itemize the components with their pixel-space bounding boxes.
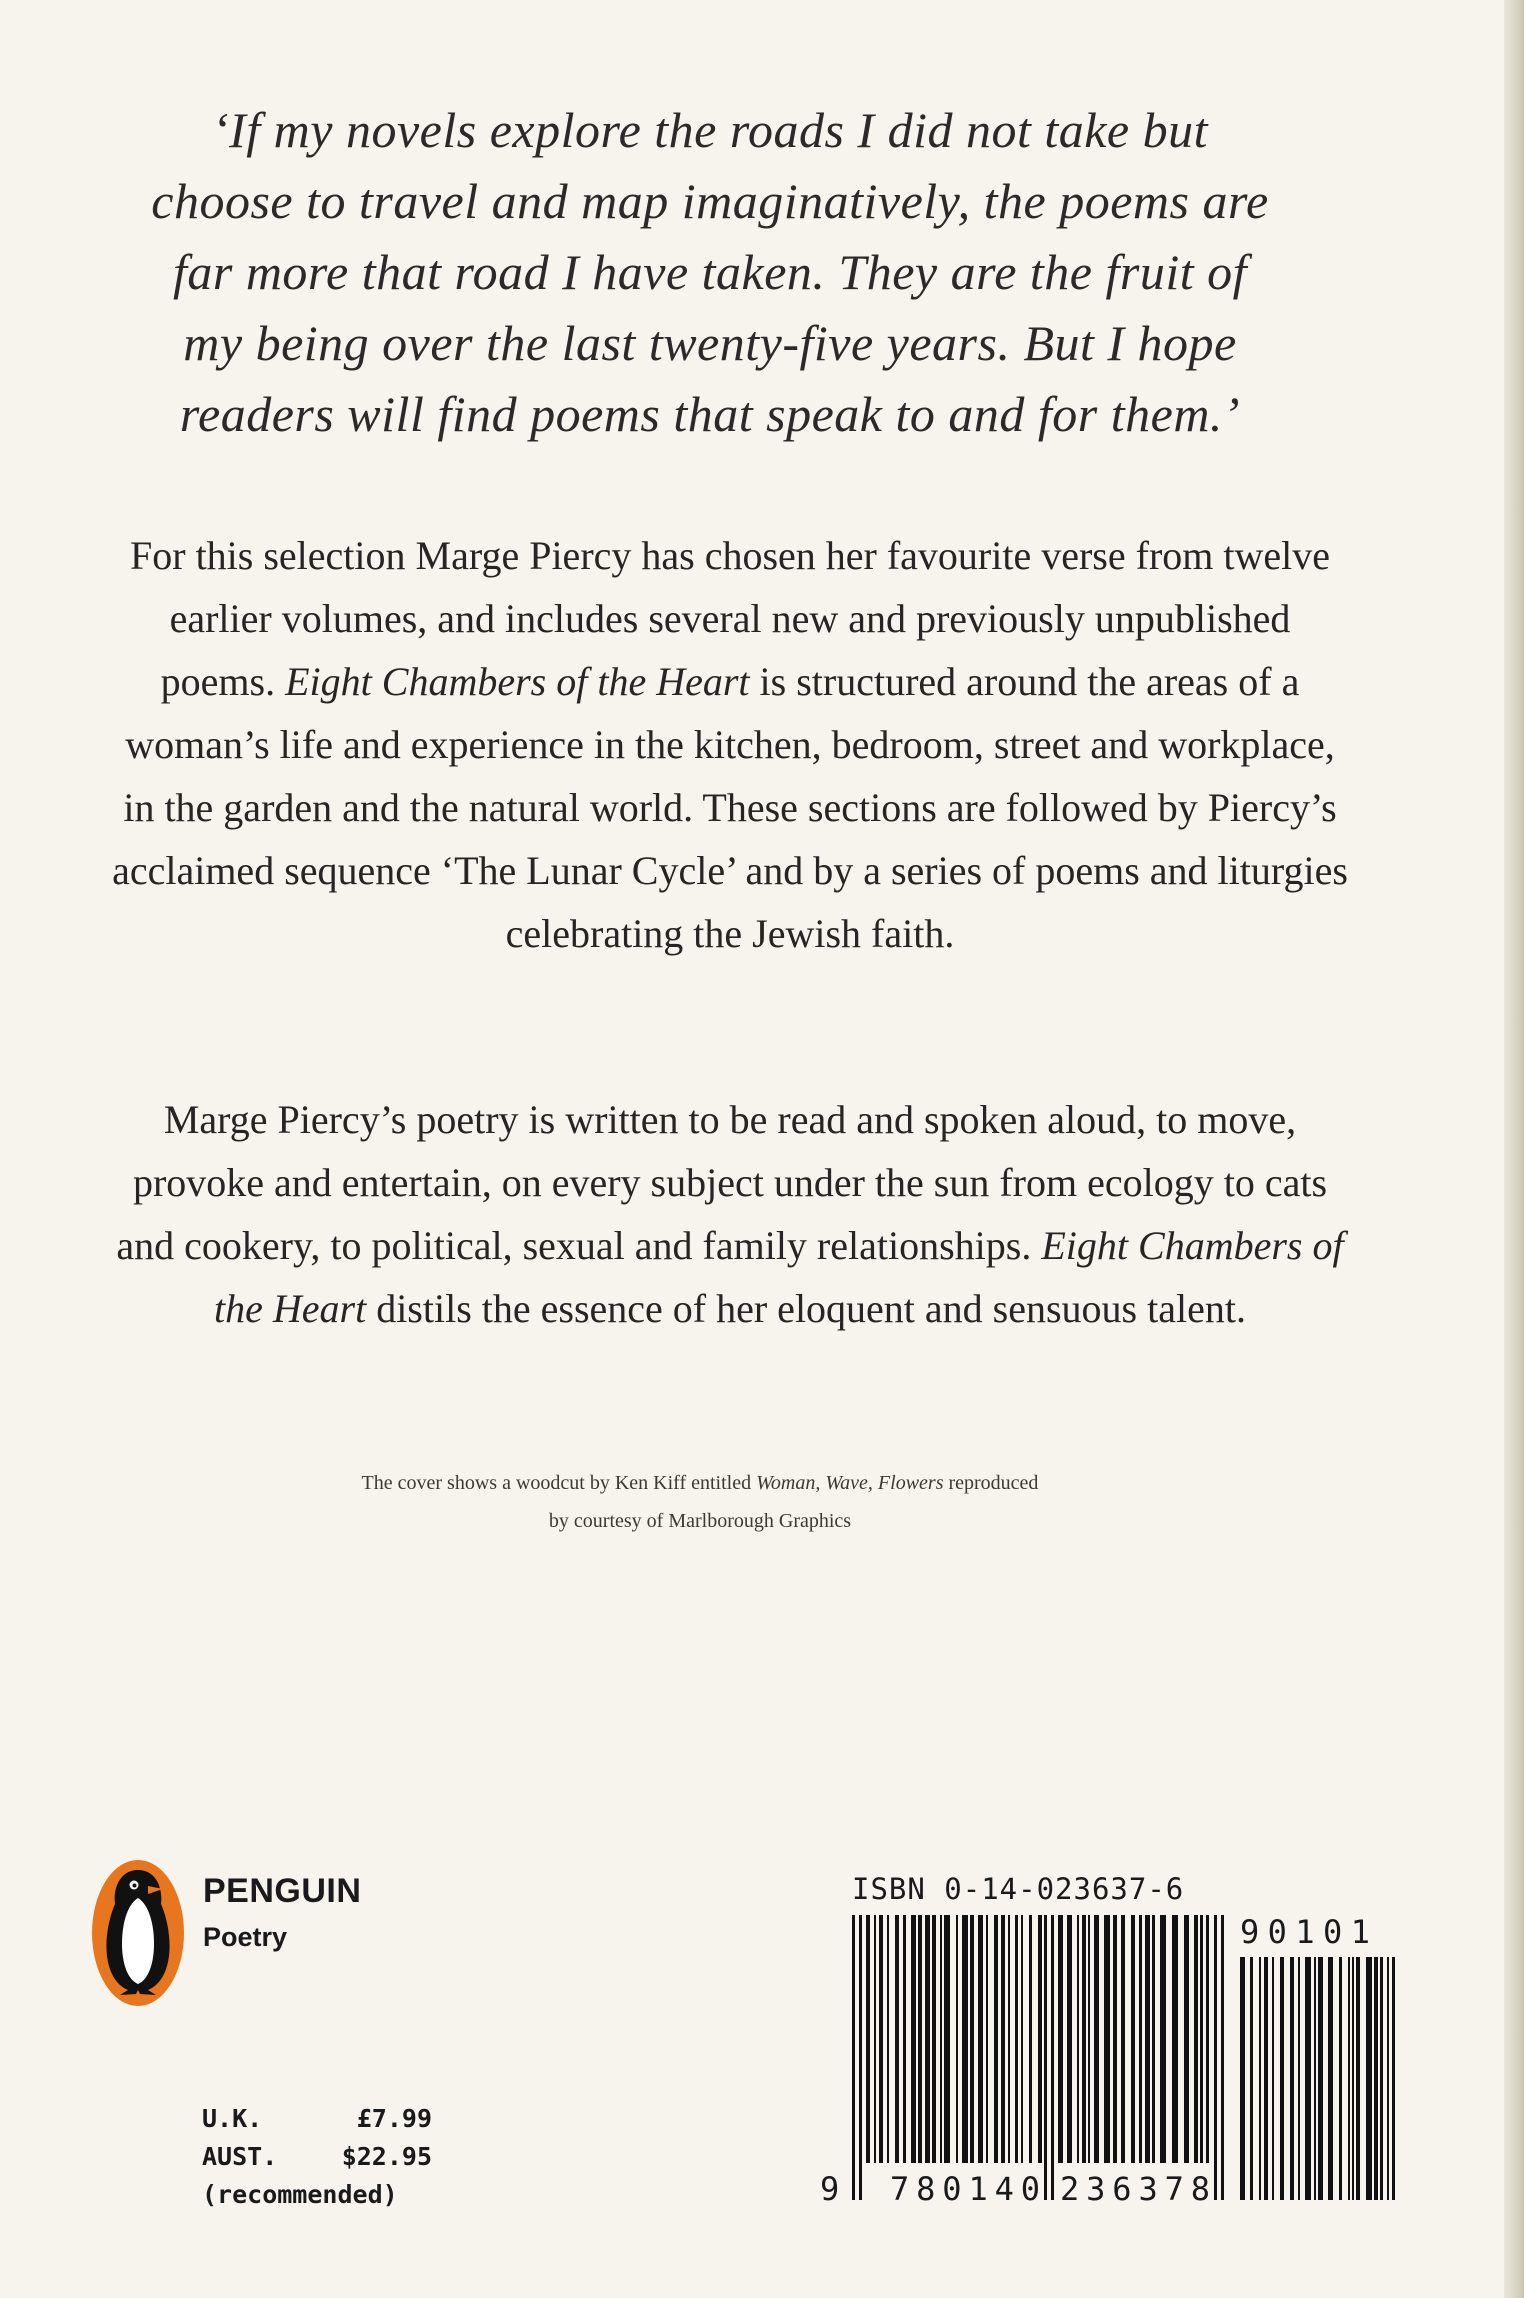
barcode-bar xyxy=(1172,1915,1178,2163)
price-value: £7.99 xyxy=(356,2104,432,2133)
blurb-text: For this selection Marge Piercy has chosen her favourite verse from twelve earlier volumes, and includes several new and previously unpublished poems. xyxy=(130,533,1330,704)
barcode-bar xyxy=(940,1915,942,2163)
barcode-bar xyxy=(1088,1915,1090,2163)
barcode-bar xyxy=(1348,1957,1350,2200)
price-label: U.K. xyxy=(202,2104,263,2133)
barcode-bar xyxy=(1387,1957,1389,2200)
cover-credit xyxy=(250,1464,1150,1540)
barcode-bar xyxy=(1094,1915,1099,2163)
price-row-aust xyxy=(202,2138,432,2176)
price-row-uk xyxy=(202,2100,432,2138)
barcode-right-digits: 236378 xyxy=(1060,2170,1210,2205)
isbn-number: ISBN 0-14-023637-6 xyxy=(852,1872,1185,1906)
publisher-block xyxy=(90,1858,390,2008)
price-list xyxy=(202,2100,432,2214)
barcode-bar xyxy=(1314,1957,1316,2200)
quote-line: readers will find poems that speak to and for them.’ xyxy=(179,386,1241,442)
quote-line: choose to travel and map imaginatively, the poems are xyxy=(151,173,1269,229)
barcode-bar xyxy=(1206,1915,1209,2163)
barcode-bar xyxy=(1131,1915,1135,2163)
barcode-guard-bar xyxy=(1221,1915,1224,2200)
barcode-bar xyxy=(874,1915,876,2163)
barcode-bar xyxy=(1240,1957,1245,2200)
blurb-text: is structured around the areas of a woman’s life and experience in the kitchen, bedroom, street and workplace, in the garden and the natural world. These sections are followed by Piercy’s acclaimed sequence ‘The Lunar Cycle’ and by a series of poems and liturgies celebrating the Jewish faith. xyxy=(112,659,1348,956)
publisher-name: PENGUIN xyxy=(203,1872,362,1910)
barcode-bar xyxy=(1184,1915,1189,2163)
barcode-bar xyxy=(1250,1957,1253,2200)
barcode-bar xyxy=(978,1915,983,2163)
barcode-bar xyxy=(944,1915,950,2163)
barcode-bar xyxy=(1200,1915,1203,2163)
barcode-bar xyxy=(1121,1915,1125,2163)
blurb-text: Marge Piercy’s poetry is written to be read and spoken aloud, to move, provoke and entertain, on every subject under the sun from ecology to cats and cookery, to political, sexual and family relationships. xyxy=(116,1097,1328,1268)
barcode-guard-bar xyxy=(859,1915,862,2200)
blurb-text: distils the essence of her eloquent and sensuous talent. xyxy=(366,1286,1246,1331)
penguin-logo-icon xyxy=(90,1858,186,2008)
barcode-bar xyxy=(1058,1915,1063,2163)
barcode-bar xyxy=(1152,1915,1155,2163)
barcode-bar xyxy=(1113,1915,1117,2163)
barcode-bar xyxy=(1139,1915,1142,2163)
barcode-icon xyxy=(820,1915,1420,2205)
barcode-bar xyxy=(1356,1957,1360,2200)
barcode-bar xyxy=(866,1915,870,2163)
barcode-bar xyxy=(1352,1957,1354,2200)
barcode-guard-bar xyxy=(852,1915,855,2200)
barcode-bar xyxy=(1380,1957,1383,2200)
credit-text: reproduced xyxy=(943,1472,1039,1494)
barcode-bar xyxy=(962,1915,968,2163)
barcode-bar xyxy=(1264,1957,1268,2200)
price-label: AUST. xyxy=(202,2142,278,2171)
barcode-bar xyxy=(1145,1915,1150,2163)
barcode-bar xyxy=(895,1915,899,2163)
barcode-guard-bar xyxy=(1051,1915,1054,2200)
barcode-bar xyxy=(1272,1957,1274,2200)
barcode-bar xyxy=(956,1915,958,2163)
barcode-addon-digits: 90101 xyxy=(1240,1915,1370,1951)
price-value: $22.95 xyxy=(341,2142,432,2171)
barcode-bar xyxy=(887,1915,889,2163)
spine-edge xyxy=(1504,0,1524,2298)
barcode-bar xyxy=(1374,1957,1378,2200)
barcode-bar xyxy=(932,1915,936,2163)
barcode-bar xyxy=(1077,1915,1079,2163)
barcode-bar xyxy=(970,1915,974,2163)
barcode-bar xyxy=(911,1915,916,2163)
credit-text: The cover shows a woodcut by Ken Kiff entitled xyxy=(361,1472,757,1494)
barcode-bar xyxy=(1021,1915,1023,2163)
barcode-guard-bar xyxy=(1214,1915,1217,2200)
barcode-bar xyxy=(1038,1915,1042,2163)
barcode-left-digits: 780140 xyxy=(890,2170,1040,2205)
series-name: Poetry xyxy=(203,1922,288,1952)
barcode-bar xyxy=(1290,1957,1294,2200)
quote-line: ‘If my novels explore the roads I did not take but xyxy=(211,102,1209,158)
barcode-bar xyxy=(1318,1957,1323,2200)
barcode-bar xyxy=(1366,1957,1372,2200)
credit-line-2: by courtesy of Marlborough Graphics xyxy=(548,1510,852,1532)
blurb-paragraph-1 xyxy=(110,524,1350,965)
barcode-bar xyxy=(918,1915,922,2163)
barcode-guard-bar xyxy=(1044,1915,1047,2200)
barcode-bar xyxy=(879,1915,883,2163)
barcode-bar xyxy=(1001,1915,1005,2163)
barcode-bar xyxy=(994,1915,998,2163)
barcode-bar xyxy=(903,1915,906,2163)
barcode-bar xyxy=(1104,1915,1110,2163)
barcode-bar xyxy=(1160,1915,1166,2163)
barcode-bar xyxy=(986,1915,988,2163)
barcode-bar xyxy=(1029,1915,1032,2163)
barcode-bar xyxy=(1194,1915,1198,2163)
barcode-bar xyxy=(1392,1957,1395,2200)
price-note: (recommended) xyxy=(202,2180,398,2209)
quote-line: my being over the last twenty-five years. But I hope xyxy=(183,315,1237,371)
author-quote xyxy=(120,95,1300,450)
barcode-bar xyxy=(1015,1915,1018,2163)
barcode-bar xyxy=(1328,1957,1333,2200)
quote-line: far more that road I have taken. They are the fruit of xyxy=(172,244,1248,300)
barcode-bar xyxy=(1298,1957,1300,2200)
barcode-bar xyxy=(1008,1915,1010,2163)
book-title: Eight Chambers of the Heart xyxy=(285,659,750,704)
artwork-title: Woman, Wave, Flowers xyxy=(756,1472,944,1494)
barcode-bar xyxy=(925,1915,930,2163)
book-title: Eight Chambers of the Heart xyxy=(214,1223,1344,1331)
barcode-bar xyxy=(1259,1957,1261,2200)
blurb-paragraph-2 xyxy=(110,1088,1350,1340)
barcode-bar xyxy=(1339,1957,1342,2200)
barcode-bar xyxy=(1082,1915,1086,2163)
barcode-bar xyxy=(1280,1957,1284,2200)
barcode-lead-digit: 9 xyxy=(820,2170,840,2205)
barcode-bar xyxy=(1067,1915,1072,2163)
barcode-bar xyxy=(1305,1957,1311,2200)
